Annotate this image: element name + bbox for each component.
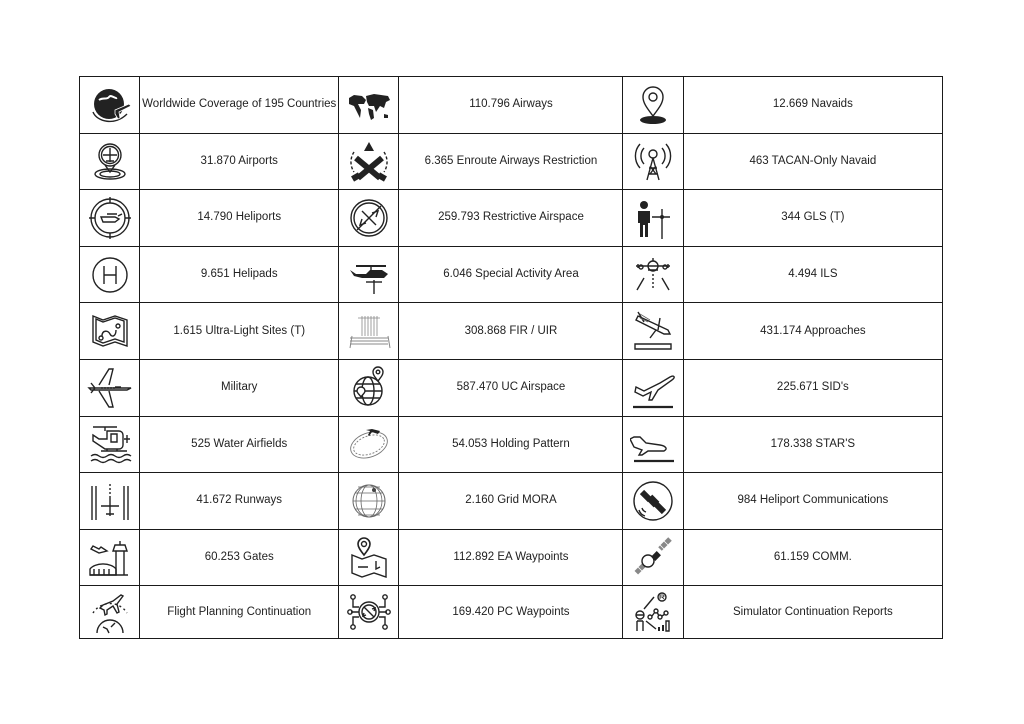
icon-cell bbox=[80, 586, 140, 639]
label-cell bbox=[683, 303, 942, 360]
item-label: Worldwide Coverage of 195 Countries bbox=[142, 98, 337, 111]
fighter-jet-icon bbox=[87, 365, 133, 411]
label-cell bbox=[140, 246, 339, 303]
table-row bbox=[80, 133, 943, 190]
table-row bbox=[80, 416, 943, 473]
item-label: Simulator Continuation Reports bbox=[732, 605, 893, 618]
plane-takeoff-icon bbox=[630, 365, 676, 411]
heliport-icon bbox=[87, 195, 133, 241]
icon-cell bbox=[623, 303, 683, 360]
airport-tower-icon bbox=[87, 535, 133, 581]
world-map-icon bbox=[346, 82, 392, 128]
label-cell bbox=[399, 246, 623, 303]
plane-landing-lights-icon bbox=[630, 252, 676, 298]
icon-cell bbox=[339, 303, 399, 360]
label-cell bbox=[683, 416, 942, 473]
water-helicopter-icon bbox=[87, 421, 133, 467]
radio-tower-icon bbox=[630, 138, 676, 184]
table-row bbox=[80, 77, 943, 134]
table-row bbox=[80, 529, 943, 586]
icon-cell bbox=[80, 133, 140, 190]
table-row bbox=[80, 190, 943, 247]
icon-cell bbox=[339, 473, 399, 530]
globe-pins-icon bbox=[346, 365, 392, 411]
icon-cell bbox=[80, 303, 140, 360]
label-cell bbox=[399, 303, 623, 360]
label-cell bbox=[140, 190, 339, 247]
item-label: Flight Planning Continuation bbox=[167, 605, 312, 618]
icon-cell bbox=[623, 529, 683, 586]
label-cell bbox=[140, 529, 339, 586]
icon-cell bbox=[80, 529, 140, 586]
label-cell bbox=[683, 529, 942, 586]
label-cell bbox=[683, 473, 942, 530]
globe-plane-icon bbox=[87, 82, 133, 128]
item-label: Military bbox=[221, 381, 258, 394]
person-antenna-icon bbox=[630, 195, 676, 241]
item-label: 587.470 UC Airspace bbox=[456, 381, 566, 394]
label-cell bbox=[140, 416, 339, 473]
icon-cell bbox=[339, 586, 399, 639]
folded-map-route-icon bbox=[87, 308, 133, 354]
label-cell bbox=[399, 473, 623, 530]
icon-cell bbox=[80, 246, 140, 303]
icon-cell bbox=[623, 359, 683, 416]
item-label: 60.253 Gates bbox=[204, 551, 274, 564]
table-row bbox=[80, 586, 943, 639]
simulator-reports-icon bbox=[630, 589, 676, 635]
icon-cell bbox=[623, 190, 683, 247]
label-cell bbox=[140, 303, 339, 360]
item-label: 112.892 EA Waypoints bbox=[453, 551, 569, 564]
icon-cell bbox=[339, 416, 399, 473]
icon-cell bbox=[623, 246, 683, 303]
icon-cell bbox=[80, 359, 140, 416]
item-label: 259.793 Restrictive Airspace bbox=[438, 211, 584, 224]
icon-cell bbox=[339, 529, 399, 586]
icon-cell bbox=[339, 246, 399, 303]
icon-cell bbox=[80, 190, 140, 247]
table-row bbox=[80, 359, 943, 416]
icon-cell bbox=[339, 190, 399, 247]
item-label: 344 GLS (T) bbox=[781, 211, 845, 224]
location-pin-icon bbox=[630, 82, 676, 128]
icon-cell bbox=[80, 416, 140, 473]
coverage-table bbox=[79, 76, 943, 639]
item-label: 984 Heliport Communications bbox=[737, 494, 889, 507]
no-plane-icon bbox=[346, 195, 392, 241]
table-row bbox=[80, 473, 943, 530]
label-cell bbox=[399, 190, 623, 247]
item-label: 2.160 Grid MORA bbox=[465, 494, 557, 507]
label-cell bbox=[140, 359, 339, 416]
item-label: 4.494 ILS bbox=[788, 268, 838, 281]
item-label: 463 TACAN-Only Navaid bbox=[749, 154, 877, 167]
icon-cell bbox=[80, 473, 140, 530]
flight-planning-icon bbox=[87, 589, 133, 635]
item-label: 1.615 Ultra-Light Sites (T) bbox=[173, 324, 306, 337]
grid-globe-icon bbox=[346, 478, 392, 524]
item-label: 308.868 FIR / UIR bbox=[464, 324, 558, 337]
item-label: 225.671 SID's bbox=[776, 381, 849, 394]
network-plane-icon bbox=[346, 589, 392, 635]
item-label: 61.159 COMM. bbox=[773, 551, 852, 564]
icon-cell bbox=[80, 77, 140, 134]
item-label: 31.870 Airports bbox=[200, 154, 278, 167]
label-cell bbox=[683, 190, 942, 247]
item-label: 41.672 Runways bbox=[196, 494, 283, 507]
icon-cell bbox=[623, 473, 683, 530]
item-label: 12.669 Navaids bbox=[772, 98, 853, 111]
label-cell bbox=[140, 133, 339, 190]
item-label: 169.420 PC Waypoints bbox=[452, 605, 570, 618]
label-cell bbox=[683, 586, 942, 639]
item-label: 14.790 Heliports bbox=[197, 211, 282, 224]
item-label: 54.053 Holding Pattern bbox=[452, 437, 570, 450]
label-cell bbox=[399, 586, 623, 639]
airport-pin-icon bbox=[87, 138, 133, 184]
label-cell bbox=[683, 133, 942, 190]
icon-cell bbox=[339, 77, 399, 134]
icon-cell bbox=[339, 133, 399, 190]
label-cell bbox=[399, 133, 623, 190]
icon-cell bbox=[623, 77, 683, 134]
label-cell bbox=[399, 359, 623, 416]
map-waypoint-icon bbox=[346, 535, 392, 581]
item-label: 178.338 STAR'S bbox=[770, 437, 856, 450]
satellite-icon bbox=[630, 535, 676, 581]
label-cell bbox=[140, 77, 339, 134]
restriction-warning-icon bbox=[346, 138, 392, 184]
label-cell bbox=[399, 416, 623, 473]
icon-cell bbox=[339, 359, 399, 416]
item-label: 525 Water Airfields bbox=[191, 437, 288, 450]
holding-pattern-icon bbox=[346, 421, 392, 467]
label-cell bbox=[683, 77, 942, 134]
icon-cell bbox=[623, 416, 683, 473]
item-label: 9.651 Helipads bbox=[200, 268, 278, 281]
label-cell bbox=[140, 586, 339, 639]
label-cell bbox=[399, 77, 623, 134]
plane-approach-icon bbox=[630, 308, 676, 354]
satellite-circle-icon bbox=[630, 478, 676, 524]
icon-cell bbox=[623, 586, 683, 639]
grid-layers-icon bbox=[346, 308, 392, 354]
label-cell bbox=[683, 246, 942, 303]
label-cell bbox=[399, 529, 623, 586]
label-cell bbox=[140, 473, 339, 530]
item-label: 110.796 Airways bbox=[469, 98, 553, 111]
item-label: 6.365 Enroute Airways Restriction bbox=[424, 154, 598, 167]
helipad-h-icon bbox=[87, 252, 133, 298]
item-label: 6.046 Special Activity Area bbox=[443, 268, 579, 281]
helicopter-icon bbox=[346, 252, 392, 298]
table-row bbox=[80, 303, 943, 360]
table-row bbox=[80, 246, 943, 303]
runway-icon bbox=[87, 478, 133, 524]
icon-cell bbox=[623, 133, 683, 190]
plane-arrival-icon bbox=[630, 421, 676, 467]
item-label: 431.174 Approaches bbox=[760, 324, 866, 337]
label-cell bbox=[683, 359, 942, 416]
